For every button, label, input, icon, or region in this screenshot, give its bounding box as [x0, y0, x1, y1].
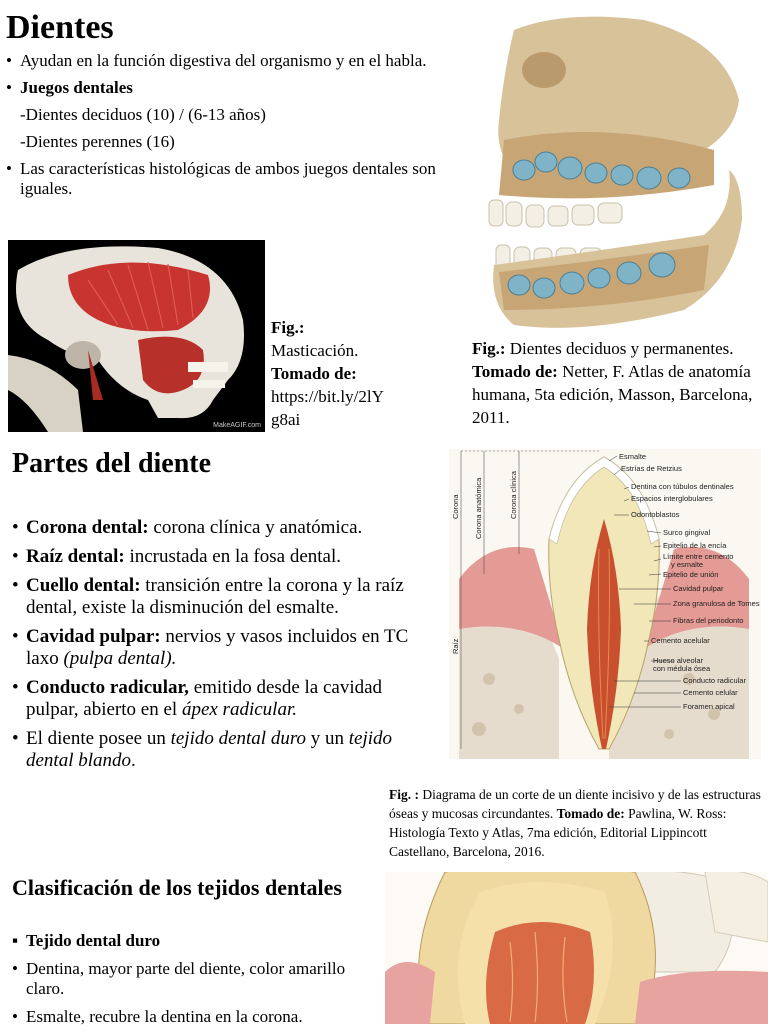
molar-cross-section [385, 872, 768, 1024]
vlabel-crown: Corona [451, 494, 460, 519]
tooth-tissues-illustration [385, 872, 768, 1024]
label-apical-foramen: Foramen apical [683, 702, 735, 711]
label-retzius: Estrías de Retzius [621, 464, 682, 473]
item-root-canal: • Conducto radicular, emitido desde la cavidad pulpar, abierto en el ápex radicular. [12, 677, 427, 721]
label-cemento-enamel-1: Límite entre cemento [663, 552, 734, 561]
fig1-caption: Fig.: Masticación. Tomado de: https://bit.ly/2lY g8ai [271, 318, 384, 429]
label-alveolar-bone-2: con médula ósea [653, 664, 711, 673]
item-enamel: • Esmalte, recubre la dentina en la corona. [12, 1007, 372, 1027]
item-pulp-cavity: • Cavidad pulpar: nervios y vasos incluidos en TC laxo (pulpa dental). [12, 626, 427, 670]
label-acellular-cementum: Cemento acelular [651, 636, 710, 645]
fig3-caption: Fig. : Diagrama de un corte de un diente incisivo y de las estructuras óseas y mucosas circundantes. Tomado de: Pawlina, W. Ross: Histología Texto y Atlas, 7ma edición, Editorial Lippincott Castellano, Barcelona, 2016. [389, 787, 761, 859]
label-cemento-enamel-2: y esmalte [671, 560, 704, 569]
label-dentin: Dentina con túbulos dentinales [631, 482, 734, 491]
tooth-parts-list [12, 517, 427, 779]
item-crown: • Corona dental: corona clínica y anatómica. [12, 517, 427, 539]
image-watermark: MakeAGIF.com [213, 422, 261, 429]
item-permanent: -Dientes perennes (16) [20, 132, 175, 151]
jaw-illustration [484, 10, 746, 332]
section1-bullets [6, 51, 461, 206]
bullet-dental-sets: • Juegos dentales [6, 78, 461, 98]
item-deciduous: -Dientes deciduos (10) / (6-13 años) [20, 105, 266, 124]
label-root-canal: Conducto radicular [683, 676, 746, 685]
mastication-image [8, 240, 265, 432]
label-gingival-sulcus: Surco gingival [663, 528, 711, 537]
page-title: Dientes [6, 9, 114, 46]
label-cellular-cementum: Cemento celular [683, 688, 738, 697]
item-dentin: • Dentina, mayor parte del diente, color amarillo claro. [12, 959, 372, 999]
vlabel-anatomic-crown: Corona anatómica [474, 477, 483, 539]
skull-muscle-illustration [8, 240, 265, 432]
bullet-histology: • Las características histológicas de ambos juegos dentales son iguales. [6, 159, 461, 199]
item-tissues: • El diente posee un tejido dental duro y un tejido dental blando. [12, 728, 427, 772]
label-periodontal-fibers: Fibras del periodonto [673, 616, 744, 625]
item-hard-tissue: ▪ Tejido dental duro [12, 931, 372, 951]
label-gingival-epithelium: Epitelio de la encía [663, 541, 727, 550]
label-alveolar-bone-1: Hueso alveolar [653, 656, 704, 665]
label-pulp-cavity: Cavidad pulpar [673, 584, 724, 593]
vlabel-clinical-crown: Corona clínica [509, 471, 518, 519]
item-root: • Raíz dental: incrustada en la fosa dental. [12, 546, 427, 568]
fig2-caption: Fig.: Dientes deciduos y permanentes. Tomado de: Netter, F. Atlas de anatomía humana, 5ta edición, Masson, Barcelona, 2011. [472, 339, 753, 427]
label-odontoblasts: Odontoblastos [631, 510, 680, 519]
section2-title: Partes del diente [12, 448, 212, 479]
item-neck: • Cuello dental: transición entre la corona y la raíz dental, existe la disminución del esmalte. [12, 575, 427, 619]
section3-title: Clasificación de los tejidos dentales [12, 875, 342, 900]
deciduous-teeth-illustration [484, 10, 746, 332]
label-tomes-layer: Zona granulosa de Tomes [673, 599, 760, 608]
label-interglobular: Espacios interglobulares [631, 494, 713, 503]
label-enamel: Esmalte [619, 452, 647, 461]
incisor-diagram [449, 449, 761, 759]
bullet-digestive: • Ayudan en la función digestiva del organismo y en el habla. [6, 51, 461, 71]
vlabel-root: Raíz [451, 638, 460, 654]
tooth-section-diagram [449, 449, 761, 759]
tissue-classification-list [12, 931, 372, 1034]
label-junctional-epithelium: Epitelio de unión [663, 570, 719, 579]
